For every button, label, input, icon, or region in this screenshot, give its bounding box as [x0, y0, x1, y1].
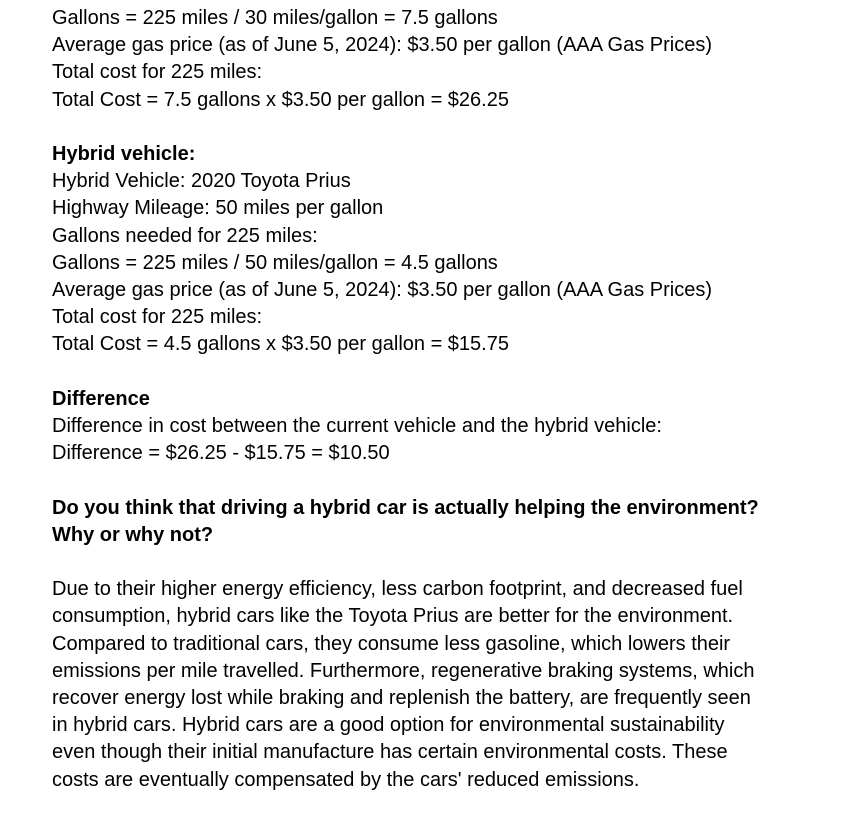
answer-line: emissions per mile travelled. Furthermore, regenerative braking systems, which — [52, 659, 755, 682]
hybrid-model-line: Hybrid Vehicle: 2020 Toyota Prius — [52, 170, 351, 193]
current-vehicle-section — [52, 5, 852, 114]
current-gas-price-line: Average gas price (as of June 5, 2024): $3.50 per gallon (AAA Gas Prices) — [52, 34, 712, 57]
answer-line: in hybrid cars. Hybrid cars are a good option for environmental sustainability — [52, 714, 725, 737]
current-total-cost-line: Total Cost = 7.5 gallons x $3.50 per gallon = $26.25 — [52, 88, 509, 111]
difference-result-line: Difference = $26.25 - $15.75 = $10.50 — [52, 442, 390, 465]
question-line-2: Why or why not? — [52, 523, 214, 546]
current-total-label: Total cost for 225 miles: — [52, 61, 263, 84]
spacer — [52, 114, 852, 141]
answer-line: costs are eventually compensated by the cars' reduced emissions. — [52, 768, 640, 791]
question-section — [52, 495, 852, 549]
spacer — [52, 549, 852, 576]
hybrid-gallons-label: Gallons needed for 225 miles: — [52, 224, 318, 247]
hybrid-gallons-line: Gallons = 225 miles / 50 miles/gallon = 4.5 gallons — [52, 251, 498, 274]
hybrid-total-label: Total cost for 225 miles: — [52, 306, 263, 329]
difference-description-line: Difference in cost between the current vehicle and the hybrid vehicle: — [52, 415, 662, 438]
hybrid-gas-price-line: Average gas price (as of June 5, 2024): $3.50 per gallon (AAA Gas Prices) — [52, 279, 712, 302]
hybrid-total-cost-line: Total Cost = 4.5 gallons x $3.50 per gallon = $15.75 — [52, 333, 509, 356]
difference-heading: Difference — [52, 387, 150, 410]
difference-section — [52, 386, 852, 468]
document-body — [52, 5, 852, 794]
answer-paragraph — [52, 576, 852, 794]
hybrid-vehicle-section — [52, 141, 852, 359]
hybrid-mileage-line: Highway Mileage: 50 miles per gallon — [52, 197, 384, 220]
answer-line: recover energy lost while braking and replenish the battery, are frequently seen — [52, 687, 751, 710]
spacer — [52, 467, 852, 494]
answer-line: Compared to traditional cars, they consume less gasoline, which lowers their — [52, 632, 731, 655]
answer-line: Due to their higher energy efficiency, less carbon footprint, and decreased fuel — [52, 578, 743, 601]
spacer — [52, 359, 852, 386]
hybrid-heading: Hybrid vehicle: — [52, 143, 196, 165]
answer-line: consumption, hybrid cars like the Toyota Prius are better for the environment. — [52, 605, 734, 628]
question-line-1: Do you think that driving a hybrid car is actually helping the environment? — [52, 496, 759, 519]
current-gallons-line: Gallons = 225 miles / 30 miles/gallon = 7.5 gallons — [52, 7, 498, 29]
answer-line: even though their initial manufacture has certain environmental costs. These — [52, 741, 728, 764]
